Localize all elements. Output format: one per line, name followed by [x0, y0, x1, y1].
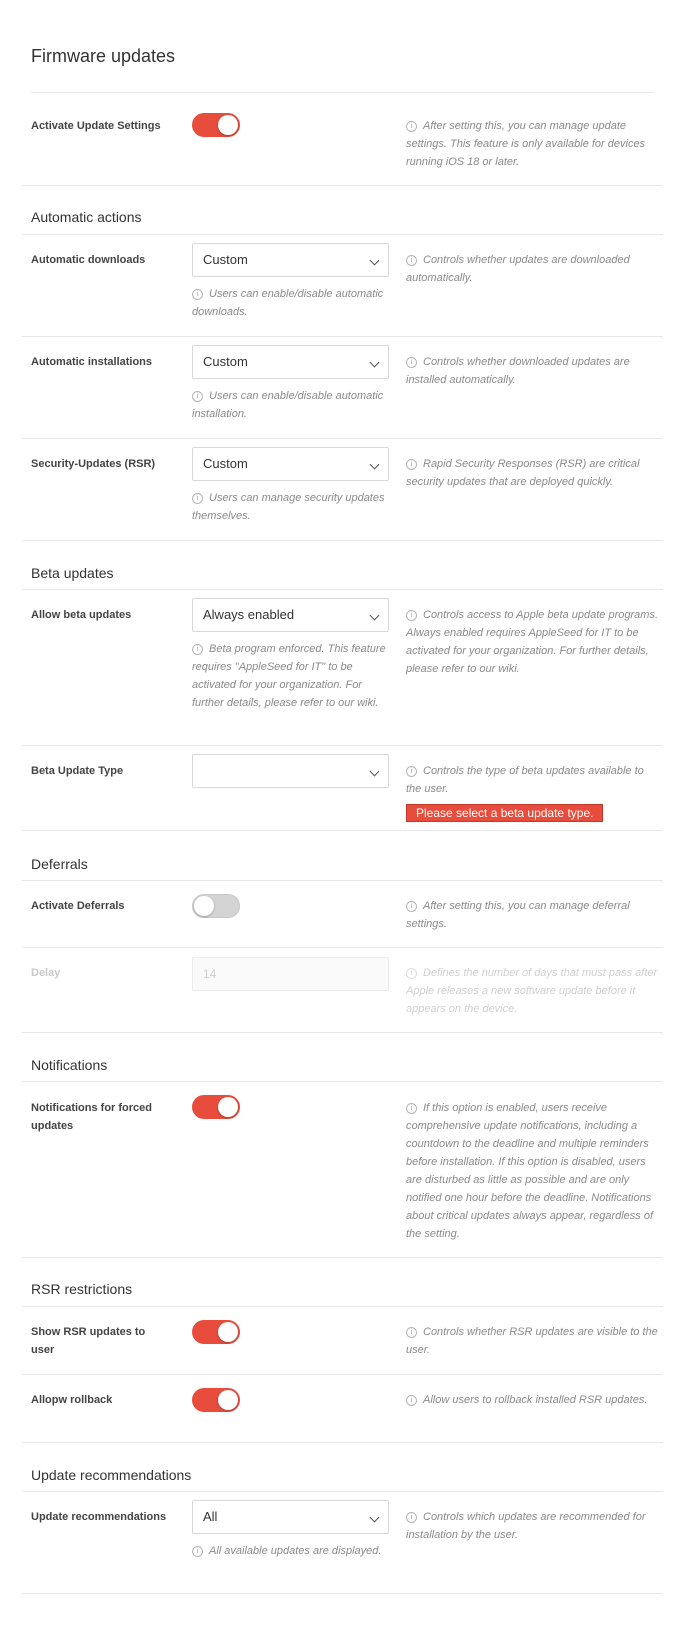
divider [22, 1032, 663, 1033]
beta-update-type-error: Please select a beta update type. [406, 804, 603, 822]
divider [22, 1442, 663, 1443]
divider [22, 1257, 663, 1258]
activate-update-settings-toggle[interactable] [192, 113, 240, 137]
divider [22, 589, 663, 590]
divider [22, 234, 663, 235]
info-icon: i [406, 459, 417, 470]
info-icon: i [406, 1512, 417, 1523]
activate-update-settings-desc: i After setting this, you can manage update settings. This feature is only available for devices running iOS 18 or later. [406, 120, 646, 168]
toggle-knob [218, 1097, 238, 1117]
delay-label: Delay [31, 967, 61, 979]
delay-input[interactable]: 14 [192, 957, 389, 991]
beta-update-type-desc: i Controls the type of beta updates available to the user. [406, 765, 644, 795]
section-update-recommendations: Update recommendations [31, 1467, 192, 1483]
show-rsr-updates-desc: i Controls whether RSR updates are visible to the user. [406, 1326, 658, 1356]
chevron-down-icon [370, 256, 380, 266]
divider [22, 336, 663, 337]
divider [22, 1374, 663, 1375]
chevron-down-icon [370, 767, 380, 777]
info-icon: i [406, 610, 417, 621]
security-updates-rsr-desc: i Rapid Security Responses (RSR) are critical security updates that are deployed quickly. [406, 458, 640, 488]
automatic-installations-hint: i Users can enable/disable automatic installation. [192, 390, 384, 420]
divider [22, 540, 663, 541]
divider [22, 745, 663, 746]
section-beta-updates: Beta updates [31, 565, 114, 581]
beta-update-type-label: Beta Update Type [31, 765, 124, 777]
info-icon: i [192, 289, 203, 300]
info-icon: i [406, 1327, 417, 1338]
info-icon: i [406, 1103, 417, 1114]
section-automatic-actions: Automatic actions [31, 209, 142, 225]
divider [22, 880, 663, 881]
update-recommendations-hint: i All available updates are displayed. [192, 1542, 392, 1560]
divider [22, 185, 663, 186]
notifications-forced-label: Notifications for forced updates [31, 1102, 153, 1132]
divider [22, 1593, 663, 1594]
info-icon: i [406, 121, 417, 132]
info-icon: i [192, 1546, 203, 1557]
allow-rollback-toggle[interactable] [192, 1388, 240, 1412]
allow-rollback-desc: i Allow users to rollback installed RSR updates. [406, 1391, 661, 1409]
show-rsr-updates-toggle[interactable] [192, 1320, 240, 1344]
security-updates-rsr-label: Security-Updates (RSR) [31, 458, 156, 470]
divider [22, 830, 663, 831]
info-icon: i [406, 255, 417, 266]
automatic-installations-select[interactable]: Custom [192, 345, 389, 379]
activate-deferrals-toggle[interactable] [192, 894, 240, 918]
divider [22, 1081, 663, 1082]
section-deferrals: Deferrals [31, 856, 88, 872]
allow-rollback-label: Allopw rollback [31, 1394, 113, 1406]
info-icon: i [192, 644, 203, 655]
divider [22, 1306, 663, 1307]
section-notifications: Notifications [31, 1057, 108, 1073]
update-recommendations-desc: i Controls which updates are recommended for installation by the user. [406, 1511, 646, 1541]
info-icon: i [192, 391, 203, 402]
divider [31, 92, 654, 93]
automatic-installations-desc: i Controls whether downloaded updates are installed automatically. [406, 356, 630, 386]
update-recommendations-select[interactable]: All [192, 1500, 389, 1534]
allow-beta-updates-desc: i Controls access to Apple beta update programs. Always enabled requires AppleSeed for IT to be activated for your organization. For further details, please refer to our wiki. [406, 609, 659, 675]
chevron-down-icon [370, 358, 380, 368]
info-icon: i [192, 493, 203, 504]
automatic-downloads-select[interactable]: Custom [192, 243, 389, 277]
info-icon: i [406, 968, 417, 979]
toggle-knob [218, 1322, 238, 1342]
divider [22, 947, 663, 948]
divider [22, 438, 663, 439]
automatic-installations-label: Automatic installations [31, 356, 153, 368]
chevron-down-icon [370, 611, 380, 621]
section-rsr-restrictions: RSR restrictions [31, 1281, 133, 1297]
automatic-downloads-label: Automatic downloads [31, 254, 146, 266]
page-title: Firmware updates [31, 46, 176, 66]
beta-update-type-select[interactable] [192, 754, 389, 788]
toggle-knob [194, 896, 214, 916]
chevron-down-icon [370, 1513, 380, 1523]
chevron-down-icon [370, 460, 380, 470]
show-rsr-updates-label: Show RSR updates to user [31, 1326, 146, 1356]
allow-beta-updates-label: Allow beta updates [31, 609, 132, 621]
allow-beta-updates-select[interactable]: Always enabled [192, 598, 389, 632]
toggle-knob [218, 115, 238, 135]
update-recommendations-label: Update recommendations [31, 1511, 167, 1523]
info-icon: i [406, 357, 417, 368]
info-icon: i [406, 1395, 417, 1406]
notifications-forced-desc: i If this option is enabled, users receive comprehensive update notifications, including a countdown to the deadline and multiple reminders before installation. If this option is disabled, users are disturbed as little as possible and are only notified one hour before the deadline. Notifications about critical updates always appear, regardless of the setting. [406, 1102, 654, 1240]
security-updates-rsr-select[interactable]: Custom [192, 447, 389, 481]
info-icon: i [406, 901, 417, 912]
activate-update-settings-label: Activate Update Settings [31, 120, 161, 132]
automatic-downloads-hint: i Users can enable/disable automatic downloads. [192, 288, 384, 318]
activate-deferrals-label: Activate Deferrals [31, 900, 125, 912]
automatic-downloads-desc: i Controls whether updates are downloaded automatically. [406, 254, 630, 284]
delay-desc: i Defines the number of days that must pass after Apple releases a new software update before it appears on the device. [406, 967, 658, 1015]
toggle-knob [218, 1390, 238, 1410]
activate-deferrals-desc: i After setting this, you can manage deferral settings. [406, 900, 630, 930]
security-updates-rsr-hint: i Users can manage security updates themselves. [192, 492, 385, 522]
notifications-forced-toggle[interactable] [192, 1095, 240, 1119]
allow-beta-updates-hint: i Beta program enforced. This feature requires "AppleSeed for IT" to be activated for your organization. For further details, please refer to our wiki. [192, 643, 386, 709]
divider [22, 1491, 663, 1492]
info-icon: i [406, 766, 417, 777]
